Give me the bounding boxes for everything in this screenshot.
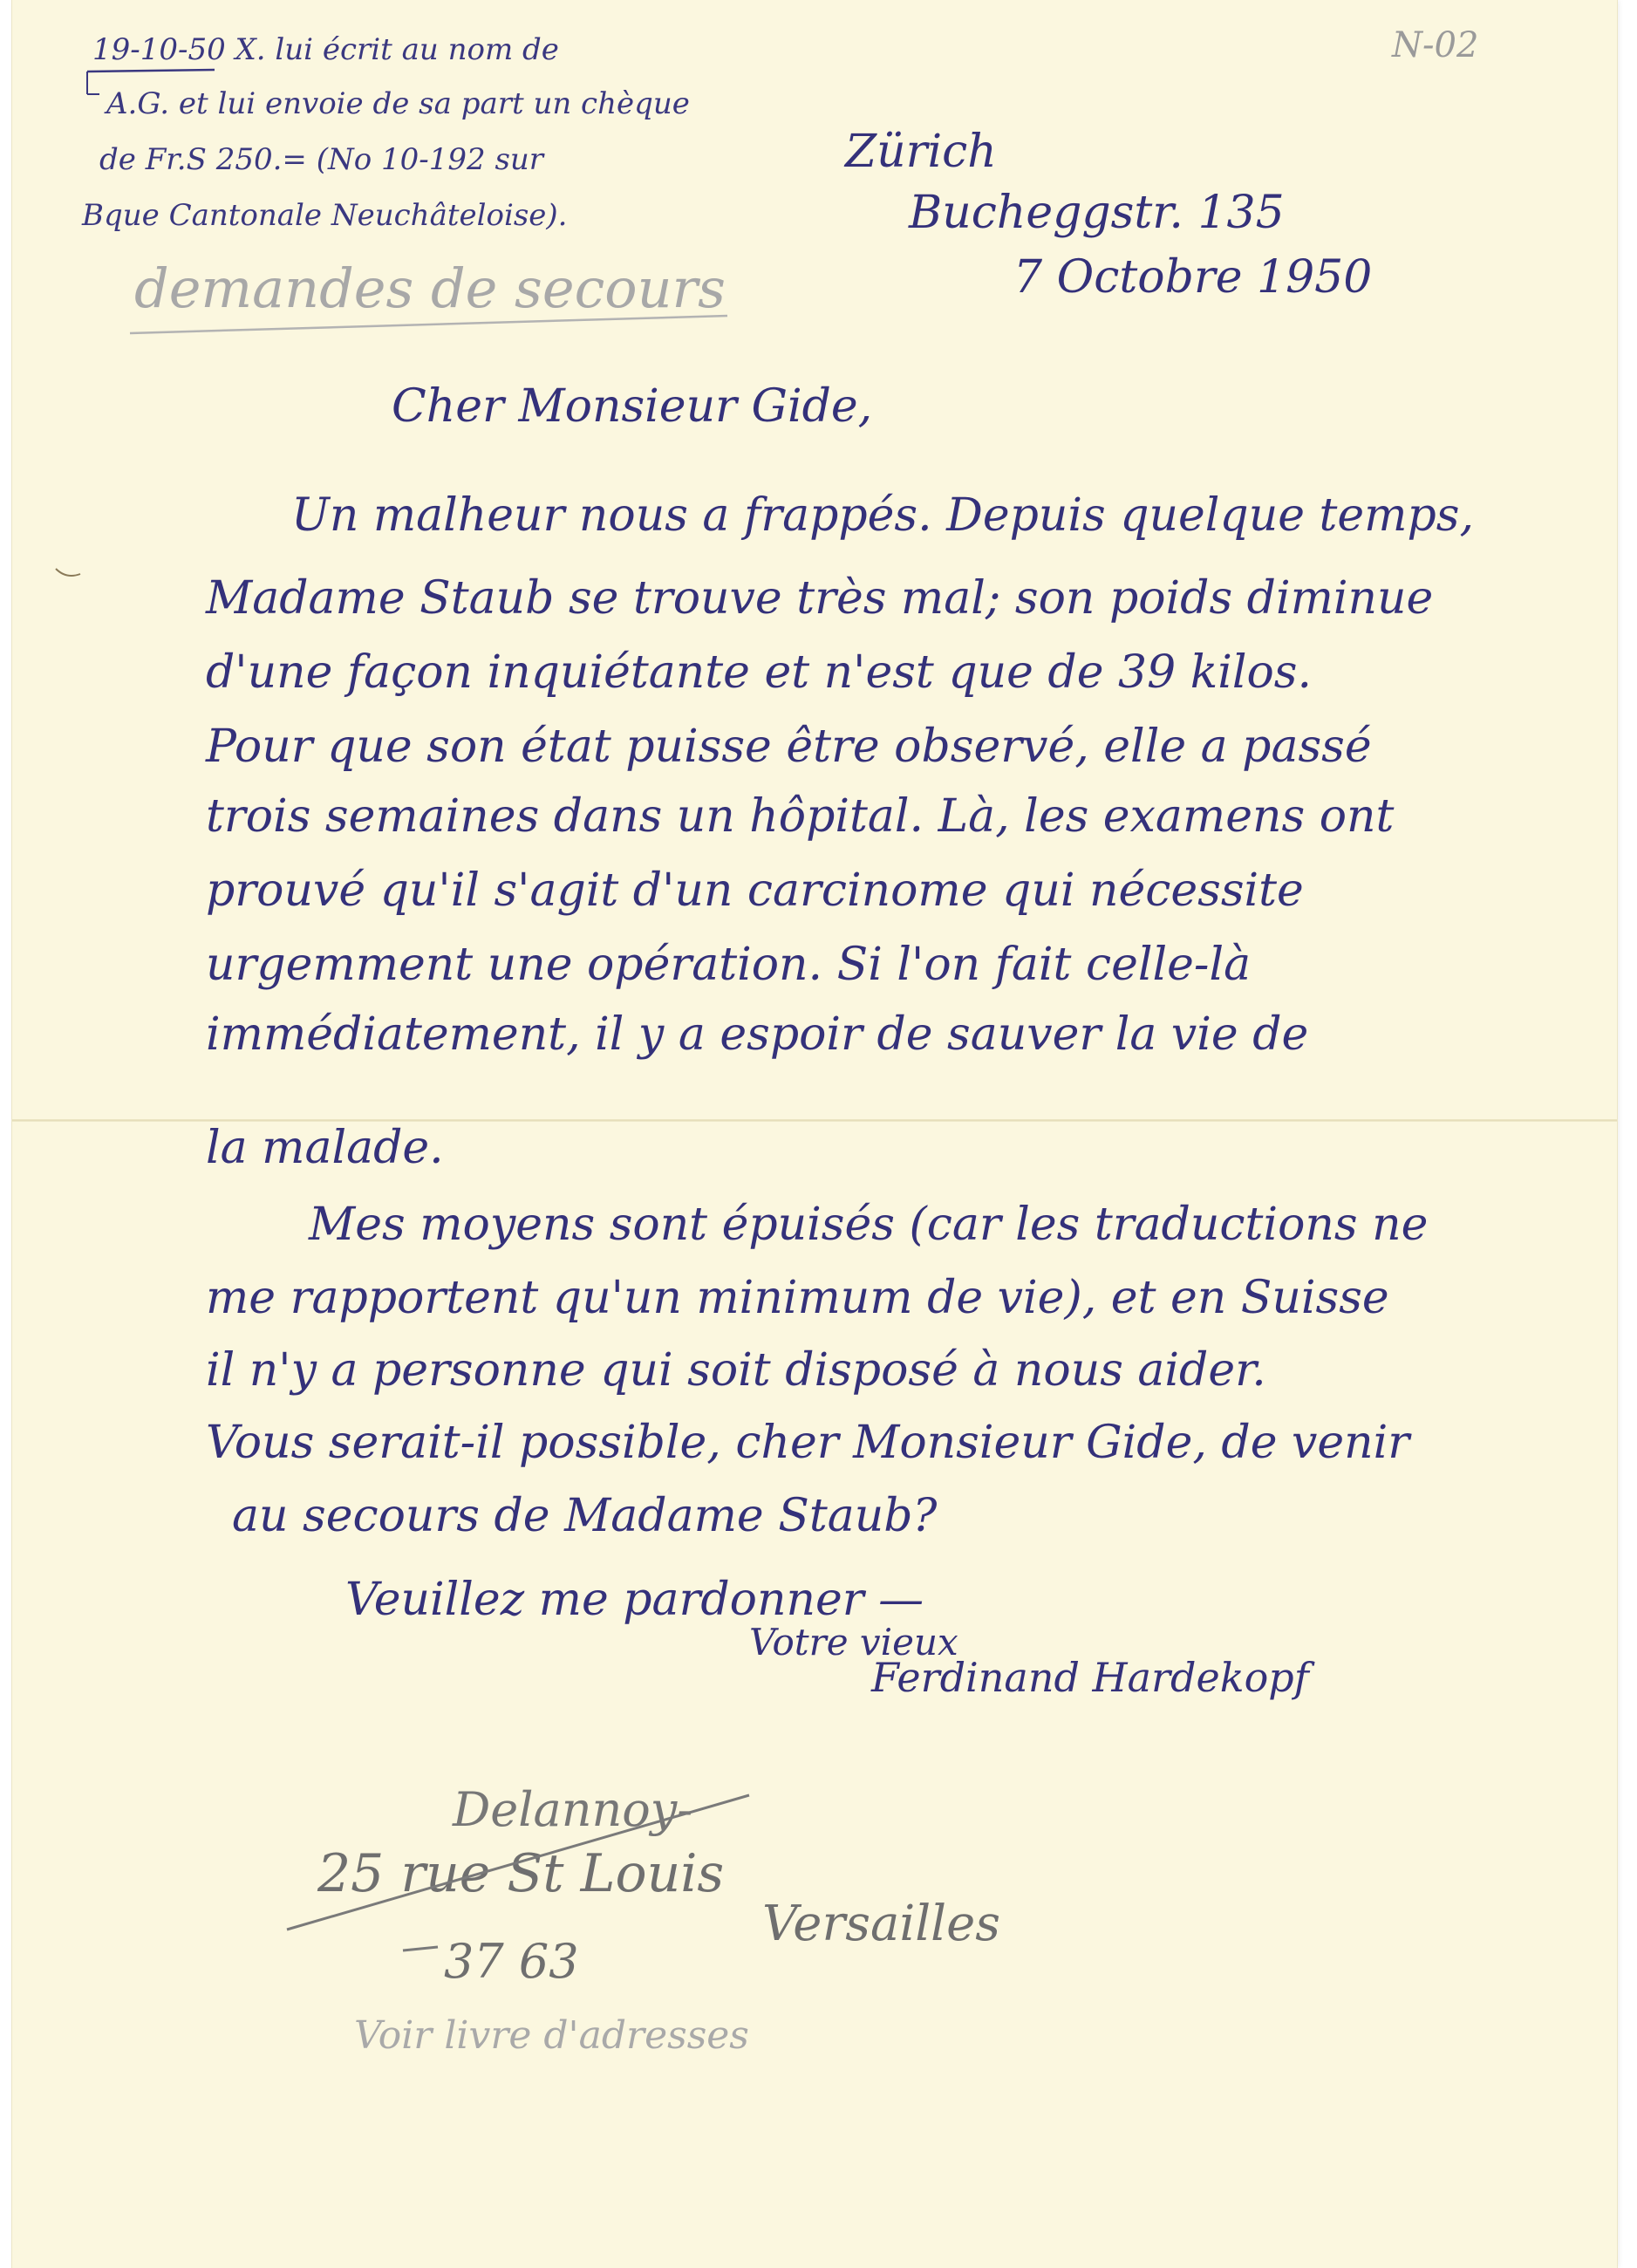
body-line: immédiatement, il y a espoir de sauver la vie de xyxy=(206,1008,1309,1061)
body-line: la malade. xyxy=(206,1122,444,1174)
margin-note-line: A.G. et lui envoie de sa part un chèque xyxy=(106,86,690,121)
margin-note-line: Bque Cantonale Neuchâteloise). xyxy=(82,198,568,233)
body-line: Un malheur nous a frappés. Depuis quelque temps, xyxy=(291,489,1474,542)
letter-sheet xyxy=(12,0,1617,2268)
body-line: il n'y a personne qui soit disposé à nous aider. xyxy=(206,1344,1266,1397)
sender-street: Bucheggstr. 135 xyxy=(909,187,1285,239)
closing-apology: Veuillez me pardonner — xyxy=(345,1574,924,1626)
body-line: Pour que son état puisse être observé, elle a passé xyxy=(206,721,1372,773)
left-margin-mark xyxy=(56,569,80,576)
margin-note-bracket xyxy=(87,72,99,94)
body-line: me rapportent qu'un minimum de vie), et en Suisse xyxy=(206,1272,1389,1324)
valediction: Votre vieux xyxy=(749,1621,958,1663)
margin-date-underline xyxy=(87,70,215,72)
archive-reference: N-02 xyxy=(1392,25,1479,65)
body-line: d'une façon inquiétante et n'est que de 39 kilos. xyxy=(206,646,1312,699)
body-line: Madame Staub se trouve très mal; son poids diminue xyxy=(206,572,1434,625)
body-line: prouvé qu'il s'agit d'un carcinome qui nécessite xyxy=(206,864,1304,917)
salutation: Cher Monsieur Gide, xyxy=(392,380,873,433)
body-line: au secours de Madame Staub? xyxy=(232,1490,938,1542)
pencil-address-city: Versailles xyxy=(762,1896,1000,1952)
pencil-address-note: Voir livre d'adresses xyxy=(354,2013,749,2058)
pencil-heading: demandes de secours xyxy=(134,256,726,320)
body-line: urgemment une opération. Si l'on fait celle-là xyxy=(206,939,1252,991)
pencil-address-number: 37 63 xyxy=(444,1934,579,1989)
signature: Ferdinand Hardekopf xyxy=(871,1654,1309,1701)
body-line: Mes moyens sont épuisés (car les traductions ne xyxy=(309,1199,1429,1251)
sender-city: Zürich xyxy=(845,126,997,178)
pencil-number-dash xyxy=(403,1947,438,1950)
pencil-address-name: Delannoy- xyxy=(453,1782,693,1837)
pencil-address-street: 25 rue St Louis xyxy=(317,1843,725,1904)
body-line: Vous serait-il possible, cher Monsieur Gide, de venir xyxy=(206,1417,1410,1469)
letter-date: 7 Octobre 1950 xyxy=(1013,251,1373,304)
margin-note-line: 19-10-50 X. lui écrit au nom de xyxy=(92,32,559,67)
body-line: trois semaines dans un hôpital. Là, les examens ont xyxy=(206,790,1395,843)
margin-note-line: de Fr.S 250.= (No 10-192 sur xyxy=(99,142,544,177)
